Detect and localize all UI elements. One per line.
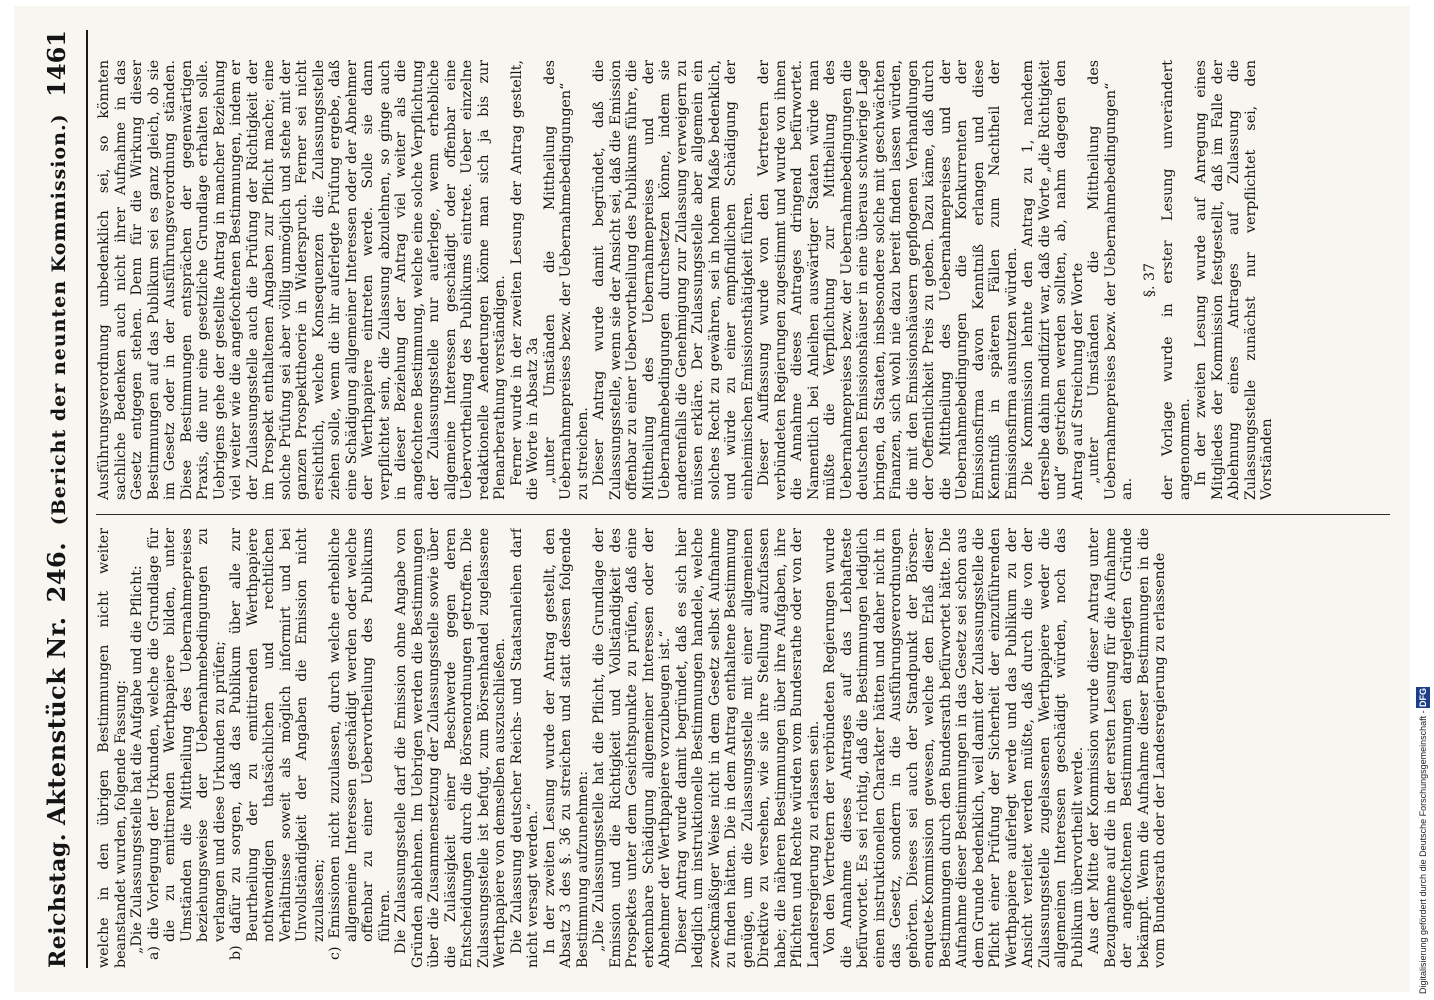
paragraph: an.: [1119, 477, 1135, 500]
page-number: 1461: [42, 30, 71, 97]
paragraph: Die Zulassung deutscher Reichs- und Staatsanleihen darf nicht versagt werden.“: [508, 528, 541, 968]
paragraph: Dieser Antrag wurde damit begründet, daß die Zulassungsstelle, wenn sie der Ansicht sei, daß die Emission offenbar zu einer Uebervortheilung des Publikums führe, die Mittheilung des Uebernahmepreises und der Uebernahmebedingungen durchsetzen könne, indem sie anderenfalls die Genehmigung zur Zulassung verweigern zu müssen erkläre. Der Zulassungsstelle aber allgemein ein solches Recht zu gewähren, sei in hohem Maße bedenklich, und würde zu einer empfindlichen Schädigung der einheimischen Emissionsthätigkeit führen.: [591, 60, 756, 500]
paragraph: Ferner wurde in der zweiten Lesung der Antrag gestellt, die Worte in Absatz 3a: [508, 60, 541, 500]
header-rule: [86, 30, 88, 968]
quoted-paragraph: „unter Umständen die Mittheilung des Uebernahmepreises bezw. der Uebernahmebedingungen“: [541, 60, 574, 500]
paragraph: Dieser Auffassung wurde von den Vertretern der verbündeten Regierungen zugestimmt und wurde von ihnen die Annahme dieses Antrages dringend befürwortet. Namentlich bei Anleihen auswärtiger Staaten würde man müßte die Verpflichtung zur Mittheilung des Uebernahmepreises bezw. der Uebernahmebedingungen die deutschen Emissionshäuser in eine überaus schwierige Lage bringen, da Staaten, insbesondere solche mit geschwächten Finanzen, sich wohl nie dazu bereit finden lassen würden, die mit den Emissionshäusern gepflogenen Verhandlungen der Oeffentlichkeit Preis zu geben. Dazu käme, daß durch die Mittheilung des Uebernahmepreises und der Uebernahmebedingungen die Konkurrenten der Emissionsfirma davon Kenntniß erlangen und diese Kenntniß in späteren Fällen zum Nachtheil der Emissionsfirma ausnutzen würden.: [756, 60, 1020, 500]
paragraph: zu streichen.: [574, 407, 591, 500]
paragraph: „Die Zulassungsstelle hat die Aufgabe und die Pflicht:: [129, 565, 145, 954]
scanned-page: [14, 6, 1410, 992]
paragraph: welche in den übrigen Bestimmungen nicht weiter beanstandet wurden, folgende Fassung:: [96, 528, 129, 968]
paragraph: Die Kommission lehnte den Antrag zu 1, nachdem derselbe dahin modifizirt war, daß die Worte „die Richtigkeit und“ gestrichen werden sollten, ab, nahm dagegen den Antrag auf Streichung der Worte: [1020, 60, 1086, 500]
paragraph: der Vorlage wurde in erster Lesung unverändert angenommen.: [1160, 60, 1193, 500]
digitization-credit: [1416, 18, 1430, 994]
quoted-paragraph: „unter Umständen die Mittheilung des Uebernahmepreises bezw. der Uebernahmebedingungen“: [1086, 60, 1119, 500]
digitization-credit-text: Digitalisierung gefördert durch die Deutsche Forschungsgemeinschaft -: [1418, 707, 1428, 994]
paragraph: Dieser Antrag wurde damit begründet, daß es sich hier lediglich um instruktionelle Bestimmungen handele, welche zweckmäßiger Weise nicht in dem Gesetz selbst Aufnahme zu finden hätten. Die in dem Antrag enthaltene Bestimmung genüge, um die Zulassungsstelle mit einer allgemeinen Direktive zu versehen, wie sie ihre Stellung aufzufassen habe; die näheren Bestimmungen über ihre Aufgaben, ihre Pflichten und Rechte würden vom Bundesrathe oder von der Landesregierung zu erlassen sein.: [673, 528, 822, 968]
header-reichstag: Reichstag.: [45, 833, 71, 968]
header-left: [42, 542, 71, 968]
list-item: a) die Vorlegung der Urkunden, welche die Grundlage für die zu emittirenden Werthpapiere bilden, unter Umständen die Mittheilung des Uebernahmepreises beziehungsweise der Uebernahmebedingungen zu verlangen und diese Urkunden zu prüfen;: [145, 528, 228, 960]
paragraph: In der zweiten Lesung wurde auf Anregung eines Mitgliedes der Kommission festgestellt, daß im Falle der Ablehnung eines Antrages auf Zulassung die Zulassungsstelle zunächst nur verpflichtet sei, den Vorständen: [1193, 60, 1275, 500]
left-column: [96, 528, 1390, 968]
paragraph: Die Zulassungsstelle darf die Emission ohne Angabe von Gründen ablehnen. Im Uebrigen werden die Bestimmungen über die Zusammensetzung der Zulassungsstelle sowie über die Zulässigkeit einer Beschwerde gegen deren Entscheidungen durch die Börsenordnungen getroffen. Die Zulassungsstelle ist befugt, zum Börsenhandel zugelassene Werthpapiere von demselben auszuschließen.: [393, 528, 508, 968]
header-aktenstueck: Aktenstück Nr.: [42, 616, 71, 825]
page-header: [42, 30, 78, 968]
dfg-logo: DFG: [1418, 687, 1428, 707]
header-number: 246.: [42, 541, 71, 603]
rotated-page-content: [14, 6, 1410, 992]
quoted-paragraph: „Die Zulassungsstelle hat die Pflicht, die Grundlage der Emission und die Richtigkeit und Vollständigkeit des Prospektes unter dem Gesichtspunkte zu prüfen, daß eine erkennbare Schädigung allgemeiner Interessen oder der Abnehmer der Werthpapiere vorzubeugen ist.“: [591, 528, 673, 968]
column-divider: [96, 514, 1390, 515]
section-heading: §. 37: [1141, 262, 1158, 298]
paragraph: Aus der Mitte der Kommission wurde dieser Antrag unter Bezugnahme auf die in der ersten Lesung für die Aufnahme der angefochtenen Bestimmungen dargelegten Gründe bekämpft. Wenn die Aufnahme dieser Bestimmungen in die vom Bundesrath oder der Landesregierung zu erlassende: [1086, 528, 1168, 968]
paragraph: In der zweiten Lesung wurde der Antrag gestellt, den Absatz 3 des §. 36 zu streichen und statt dessen folgende Bestimmung aufzunehmen:: [541, 528, 591, 968]
list-item: c) Emissionen nicht zuzulassen, durch welche erhebliche allgemeine Interessen geschädigt werden oder welche offenbar zu einer Uebervortheilung des Publikums führen.: [327, 528, 393, 960]
right-column: [96, 60, 1390, 500]
header-report-title: (Bericht der neunten Kommission.): [48, 113, 70, 526]
list-item: b) dafür zu sorgen, daß das Publikum über alle zur Beurtheilung der zu emittirenden Werthpapiere nothwendigen thatsächlichen und rechtlichen Verhältnisse soweit als möglich informirt und bei Unvollständigkeit der Angaben die Emission nicht zuzulassen;: [228, 528, 327, 960]
paragraph: Von den Vertretern der verbündeten Regierungen wurde die Annahme dieses Antrages auf das Lebhafteste befürwortet. Es sei richtig, daß die Bestimmungen lediglich einen instruktionellen Charakter hätten und daher nicht in das Gesetz, sondern in die Ausführungsverordnungen gehörten. Dieses sei auch der Standpunkt der Börsen-enquete-Kommission gewesen, welche den Erlaß dieser Bestimmungen durch den Bundesrath befürwortet hätte. Die Aufnahme dieser Bestimmungen in das Gesetz sei schon aus dem Grunde bedenklich, weil damit der Zulassungsstelle die Pflicht einer Prüfung der Sicherheit der einzuführenden Werthpapiere auferlegt werde und das Publikum zu der Ansicht verleitet werden müßte, daß durch die von der Zulassungsstelle zugelassenen Werthpapiere weder die allgemeinen Interessen geschädigt würden, noch das Publikum übervortheilt werde.: [822, 528, 1086, 968]
paragraph: Ausführungsverordnung unbedenklich sei, so könnten sachliche Bedenken auch nicht ihrer Aufnahme in das Gesetz entgegen stehen. Denn für die Wirkung dieser Bestimmungen auf das Publikum sei es ganz gleich, ob sie im Gesetz oder in der Ausführungsverordnung ständen. Diese Bestimmungen entsprächen der gegenwärtigen Praxis, die nur eine gesetzliche Grundlage erhalten solle. Uebrigens gehe der gestellte Antrag in mancher Beziehung viel weiter wie die angefochtenen Bestimmungen, indem er der Zulassungsstelle auch die Prüfung der Richtigkeit der im Prospekt enthaltenen Angaben zur Pflicht mache; eine solche Prüfung sei aber völlig unmöglich und stehe mit der ganzen Prospekttheorie in Widerspruch. Ferner sei nicht ersichtlich, welche Konsequenzen die Zulassungsstelle ziehen solle, wenn die ihr auferlegte Prüfung ergebe, daß eine Schädigung allgemeiner Interessen oder der Abnehmer der Werthpapiere eintreten werde. Solle sie dann verpflichtet sein, die Zulassung abzulehnen, so ginge auch in dieser Beziehung der Antrag viel weiter als die angefochtene Bestimmung, welche eine solche Verpflichtung der Zulassungsstelle nur auferlege, wenn erhebliche allgemeine Interessen geschädigt oder offenbar eine Uebervortheilung des Publikums eintrete. Ueber einzelne redaktionelle Aenderungen könne man sich ja bis zur Plenarberathung verständigen.: [96, 60, 508, 500]
